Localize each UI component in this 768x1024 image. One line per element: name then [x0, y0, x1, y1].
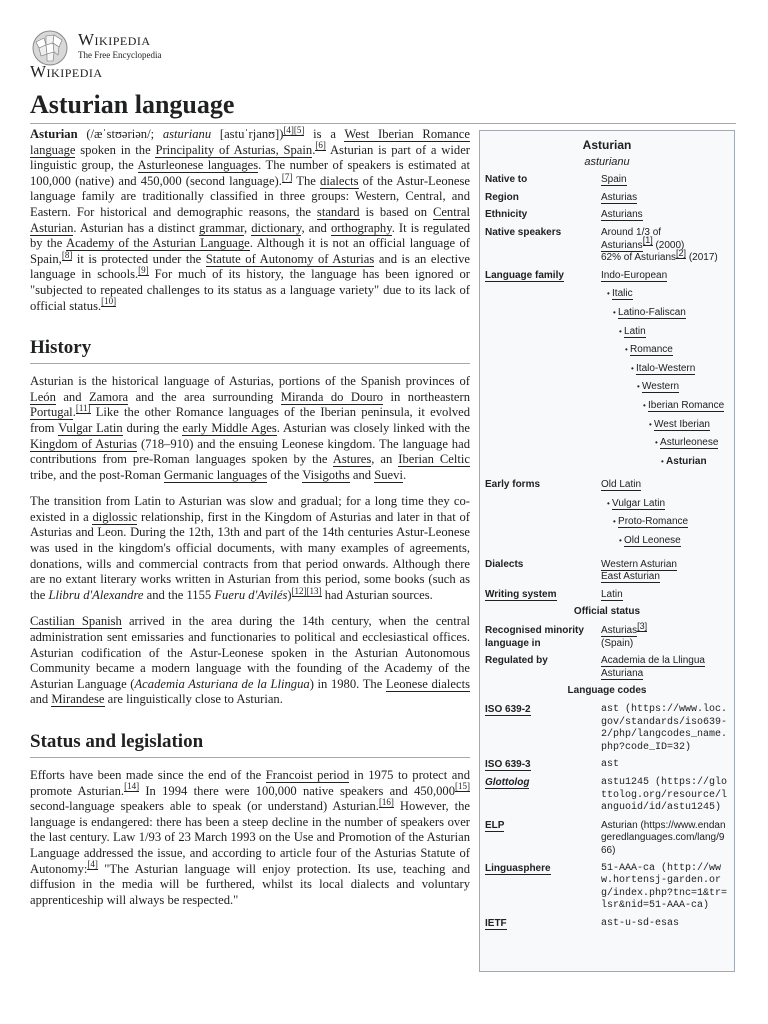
- bullet-icon: •: [619, 536, 625, 546]
- text: and: [55, 389, 89, 404]
- text: (718–910) and the ensuing Leonese kingdom. The language had contributions from pre-Roman languages spoken by the: [30, 436, 470, 467]
- early-forms-item[interactable]: [601, 535, 729, 548]
- link-dictionary[interactable]: dictionary: [251, 220, 302, 235]
- text: in northeastern: [383, 389, 471, 404]
- family-tree-label[interactable]: Italo-Western: [636, 362, 696, 374]
- text: . Asturian has a distinct: [73, 220, 200, 235]
- native-name-italic: asturianu: [162, 127, 212, 141]
- infobox-row-elp: [485, 820, 729, 858]
- linguasphere-code[interactable]: 51-AAA-ca (http://www.hortensj-garden.org/index.php?tnc=1&tr=lsr&nid=51-AAA-ca): [601, 862, 728, 912]
- reference-link[interactable]: [2]: [676, 247, 687, 258]
- early-forms-label[interactable]: Vulgar Latin: [612, 497, 666, 509]
- text: and: [349, 467, 375, 482]
- link-suevi[interactable]: Suevi: [374, 467, 403, 482]
- bullet-icon: •: [649, 419, 655, 429]
- link-writing-system[interactable]: Writing system: [485, 588, 557, 600]
- text: spoken in the: [75, 142, 156, 157]
- reference-link[interactable]: [4]: [87, 859, 98, 870]
- status-paragraph-1: [30, 768, 470, 908]
- text: and the 1155: [143, 587, 215, 602]
- family-tree-label[interactable]: Indo-European: [601, 269, 668, 281]
- reference-link[interactable]: [4][5]: [283, 124, 305, 135]
- infobox-row-iso2: [485, 704, 729, 754]
- link-leon[interactable]: León: [30, 389, 56, 404]
- family-tree-item[interactable]: [601, 400, 729, 413]
- article-body: [30, 124, 471, 919]
- link-germanic-languages[interactable]: Germanic languages: [163, 467, 268, 482]
- early-forms-label[interactable]: Old Leonese: [624, 535, 681, 547]
- text: arrived in the area during the 14th century, when the central administration sent emissaries and functionaries to political and ecclesiastical offices. Asturian codification of the Astur-Leonese spoken in the Asturian Autonomous Community became a modern language with the founding of the Academy of the Asturian Language (: [30, 614, 470, 691]
- link-portugal[interactable]: Portugal: [30, 405, 73, 420]
- text: relationship, first in the Kingdom of Asturias and later in that of Asturias and Leon. During the 12th, 13th and part of the 14th centuries Astur-Leonese was used in the kingdom's official documents, with many examples of agreements, donations, wills and commercial contracts from that period onwards. Although there are no extant literary works written in Asturian from this period, some books (such as the: [30, 509, 470, 602]
- history-paragraph-2: [30, 494, 470, 603]
- text: Efforts have been made since the end of the: [30, 768, 266, 782]
- text: had Asturian sources.: [321, 587, 433, 602]
- family-tree-item[interactable]: [601, 307, 729, 320]
- early-forms-item[interactable]: [601, 479, 729, 492]
- reference-link[interactable]: [1]: [642, 235, 653, 246]
- bullet-icon: •: [637, 382, 643, 392]
- bullet-icon: •: [631, 363, 637, 373]
- early-forms-tree: [601, 479, 729, 553]
- infobox-row-ietf: [485, 918, 729, 931]
- text: second-language speakers able to speak (or understand) Asturian.: [30, 799, 379, 814]
- link-miranda-do-douro[interactable]: Miranda do Douro: [280, 389, 384, 404]
- link-francoist-period[interactable]: Francoist period: [265, 768, 350, 782]
- infobox-row-early-forms: [485, 479, 729, 553]
- page-title: Asturian language: [30, 90, 235, 119]
- link-diglossic[interactable]: diglossic: [92, 509, 138, 524]
- text: Like the other Romance languages of the Iberian peninsula, it evolved from: [30, 405, 470, 435]
- reference-link[interactable]: [3]: [637, 620, 648, 631]
- reference-link[interactable]: [9]: [138, 265, 149, 276]
- family-tree-item[interactable]: [601, 437, 729, 450]
- early-forms-item[interactable]: [601, 516, 729, 529]
- minority-country: (Spain): [601, 637, 634, 649]
- link-linguasphere[interactable]: Linguasphere: [485, 862, 551, 874]
- text: The: [292, 173, 321, 188]
- family-tree-label[interactable]: Western: [642, 381, 680, 393]
- text: . It is regulated by the: [30, 220, 470, 251]
- link-statute[interactable]: Statute of Autonomy of Asturias: [205, 251, 375, 266]
- intro-paragraph: [30, 124, 471, 314]
- link-grammar[interactable]: grammar: [199, 220, 244, 235]
- link-kingdom-of-asturias[interactable]: Kingdom of Asturias: [30, 436, 138, 451]
- link-iso-639-3[interactable]: ISO 639-3: [485, 759, 531, 771]
- lead-term: Asturian: [30, 127, 78, 141]
- infobox-label: Recognised minority language in: [485, 625, 584, 649]
- text: and the area surrounding: [128, 389, 281, 404]
- link-central-asturian[interactable]: Central Asturian: [30, 204, 471, 235]
- infobox-section-language-codes: Language codes: [567, 685, 647, 697]
- infobox-row-glottolog: [485, 777, 729, 815]
- text: However, the language is endangered: there has been a steep decline in the number of speakers over the last century. Law 1/93 of 23 March 1993 on the Use and Promotion of the Asturian Language addressed the issue, and according to article four of the Asturias Statute of Autonomy:: [30, 799, 470, 876]
- family-tree-label[interactable]: Italic: [612, 288, 633, 300]
- family-tree-label[interactable]: Asturleonese: [660, 437, 719, 449]
- infobox-section-official-status: Official status: [573, 606, 641, 618]
- title-divider: [30, 123, 736, 124]
- link-spain[interactable]: Spain: [601, 174, 627, 186]
- reference-link[interactable]: [12][13]: [291, 585, 322, 596]
- infobox-row-speakers: [485, 227, 729, 265]
- text: ) in 1980. The: [309, 676, 386, 691]
- speakers-year: (2000): [652, 239, 685, 251]
- family-tree-item[interactable]: [601, 381, 729, 394]
- reference-link[interactable]: [14]: [124, 781, 140, 792]
- family-tree-label[interactable]: Romance: [630, 344, 673, 356]
- link-asturias-spain[interactable]: Principality of Asturias, Spain: [155, 142, 313, 157]
- speakers-line: Around 1/3 of: [601, 226, 662, 238]
- family-tree-item[interactable]: [601, 326, 729, 339]
- link-east-asturian[interactable]: East Asturian: [601, 571, 660, 583]
- early-forms-label[interactable]: Old Latin: [601, 479, 642, 491]
- infobox-row-native-to: [485, 174, 729, 187]
- family-tree-item[interactable]: [601, 288, 729, 301]
- text: of the Astur-Leonese language family are traditionally classified in three groups: Western, Central, and Eastern. For historical and demographic reasons, the: [30, 173, 470, 219]
- link-academia[interactable]: Academia de la Llingua Asturiana: [601, 655, 705, 679]
- text: In 1994 there were 100,000 native speakers and 450,000: [139, 783, 455, 798]
- family-tree-item[interactable]: [601, 344, 729, 357]
- iso-639-2-code[interactable]: ast (https://www.loc.gov/standards/iso639-2/php/langcodes_name.php?code_ID=32): [601, 704, 728, 753]
- wikipedia-wordmark[interactable]: Wikipedia: [78, 30, 151, 49]
- bullet-icon: •: [607, 289, 613, 299]
- family-tree: [601, 270, 729, 475]
- link-elp[interactable]: ELP: [485, 819, 505, 831]
- infobox-row-linguasphere: [485, 863, 729, 913]
- link-asturleonese[interactable]: Asturleonese languages: [137, 158, 259, 173]
- infobox-label: Native speakers: [485, 226, 562, 238]
- link-dialects[interactable]: dialects: [320, 173, 359, 188]
- link-orthography[interactable]: orthography: [330, 220, 392, 235]
- link-leonese-dialects[interactable]: Leonese dialects: [385, 676, 470, 691]
- early-forms-item[interactable]: [601, 498, 729, 511]
- italic-title: Academia Asturiana de la Llingua: [134, 676, 310, 691]
- infobox-row-regulated: [485, 655, 729, 680]
- ipa-text-2: [astuˈrjanʊ]): [211, 127, 284, 141]
- italic-title: Fueru d'Avilés: [214, 587, 288, 602]
- link-astures[interactable]: Astures: [332, 452, 372, 467]
- text: and is an elective language in schools.: [30, 251, 471, 282]
- speakers-year: (2017): [686, 252, 718, 264]
- infobox-label: Dialects: [485, 558, 524, 570]
- text: Asturian is part of a wider linguistic group, the: [30, 142, 470, 173]
- link-iberian-celtic[interactable]: Iberian Celtic: [398, 452, 470, 467]
- text: "The Asturian language will enjoy protection. Its use, teaching and diffusion in the media will be furthered, whilst its local dialects and voluntary apprenticeship will always be respected.": [30, 861, 470, 907]
- reference-link[interactable]: [6]: [315, 140, 326, 151]
- early-forms-label[interactable]: Proto-Romance: [618, 516, 689, 528]
- text: is a: [304, 127, 345, 141]
- text: it is protected under the: [72, 251, 206, 266]
- bullet-icon: •: [613, 307, 619, 317]
- text: . Asturian was closely linked with the: [276, 420, 470, 435]
- link-asturians[interactable]: Asturians: [601, 209, 643, 221]
- link-asturias-minority[interactable]: Asturias: [601, 625, 638, 637]
- reference-link[interactable]: [11]: [75, 403, 91, 414]
- bullet-icon: •: [661, 456, 667, 466]
- language-infobox: [479, 130, 735, 972]
- text: , and: [301, 220, 331, 235]
- text: and: [30, 692, 52, 707]
- text: of the: [267, 467, 303, 482]
- reference-link[interactable]: [8]: [61, 249, 73, 260]
- family-tree-label[interactable]: Iberian Romance: [648, 399, 725, 411]
- link-standard[interactable]: standard: [316, 204, 360, 219]
- link-zamora[interactable]: Zamora: [88, 389, 129, 404]
- link-language-family[interactable]: Language family: [485, 269, 564, 281]
- infobox-row-writing: [485, 589, 729, 602]
- infobox-row-ethnicity: [485, 209, 729, 222]
- link-vulgar-latin[interactable]: Vulgar Latin: [58, 420, 123, 435]
- family-tree-label[interactable]: Latino-Faliscan: [618, 306, 686, 318]
- section-heading-status: Status and legislation: [30, 730, 470, 758]
- section-heading-history: History: [30, 336, 470, 364]
- family-tree-label[interactable]: Asturian: [666, 455, 707, 467]
- wikipedia-tagline: The Free Encyclopedia: [78, 50, 162, 60]
- text: is based on: [359, 204, 433, 219]
- italic-title: Llibru d'Alexandre: [48, 587, 144, 602]
- speakers-percent: 62% of Asturians: [601, 252, 677, 264]
- link-academy[interactable]: Academy of the Asturian Language: [65, 236, 250, 251]
- bullet-icon: •: [625, 345, 631, 355]
- family-tree-label[interactable]: Latin: [624, 325, 646, 337]
- infobox-row-dialects: [485, 559, 729, 584]
- infobox-row-minority: [485, 620, 729, 650]
- link-ietf[interactable]: IETF: [485, 917, 507, 929]
- ietf-code: ast-u-sd-esas: [601, 917, 680, 929]
- infobox-title: Asturian: [582, 138, 632, 152]
- link-asturias[interactable]: Asturias: [601, 191, 638, 203]
- text: in 1975 to protect and promote Asturian.: [30, 768, 470, 798]
- bullet-icon: •: [607, 498, 613, 508]
- link-glottolog[interactable]: Glottolog: [485, 776, 530, 788]
- link-latin-script[interactable]: Latin: [601, 588, 623, 600]
- infobox-label: Regulated by: [485, 655, 548, 667]
- elp-link[interactable]: Asturian (https://www.endangeredlanguages.com/lang/966): [601, 819, 726, 856]
- infobox-native-name: asturianu: [584, 155, 630, 168]
- bullet-icon: •: [613, 517, 619, 527]
- infobox-row-region: [485, 192, 729, 205]
- link-asturians-speakers[interactable]: Asturians: [601, 239, 643, 251]
- link-castilian-spanish[interactable]: Castilian Spanish: [30, 614, 122, 629]
- text: are linguistically close to Asturian.: [104, 692, 283, 707]
- text: .: [402, 467, 407, 482]
- link-early-middle-ages[interactable]: early Middle Ages: [182, 420, 277, 435]
- text: . Although it is not an official language of Spain,: [30, 236, 470, 266]
- family-tree-item[interactable]: [601, 363, 729, 376]
- link-mirandese[interactable]: Mirandese: [51, 692, 105, 707]
- ipa-text: (/æˈstʊəriən/;: [77, 127, 163, 141]
- infobox-label: Region: [485, 191, 519, 203]
- history-paragraph-3: [30, 614, 470, 708]
- text: For much of its history, the language has been ignored or "subjected to repeated challenges to its status as a language variety" due to its lack of official status.: [30, 267, 470, 313]
- link-iso-639-2[interactable]: ISO 639-2: [485, 704, 531, 715]
- text: .: [72, 405, 76, 420]
- link-visigoths[interactable]: Visigoths: [302, 467, 350, 482]
- family-tree-label[interactable]: West Iberian: [654, 418, 710, 430]
- bullet-icon: •: [619, 326, 625, 336]
- infobox-label: Native to: [485, 174, 528, 186]
- text: Asturian is the historical language of Asturias, portions of the Spanish provinces of: [30, 374, 470, 389]
- infobox-row-family: [485, 270, 729, 475]
- infobox-label: Early forms: [485, 479, 541, 491]
- text: . The number of speakers is estimated at 100,000 (native) and 450,000 (second language).: [30, 158, 471, 188]
- infobox-row-iso3: [485, 759, 729, 772]
- reference-link[interactable]: [10]: [101, 296, 117, 307]
- history-paragraph-1: [30, 374, 470, 483]
- iso-639-3-code[interactable]: ast: [601, 759, 620, 771]
- reference-link[interactable]: [7]: [281, 171, 293, 182]
- reference-link[interactable]: [15]: [455, 781, 470, 792]
- infobox-label: Ethnicity: [485, 209, 528, 221]
- link-west-iberian[interactable]: West Iberian Romance language: [30, 127, 470, 157]
- text: during the: [122, 420, 183, 435]
- text: , an: [371, 452, 399, 467]
- text: .: [312, 142, 316, 157]
- text: The transition from Latin to Asturian was slow and gradual; for a long time they co-existed in a: [30, 494, 470, 524]
- family-tree-item[interactable]: [601, 419, 729, 432]
- bullet-icon: •: [643, 400, 649, 410]
- text: ,: [243, 220, 252, 235]
- family-tree-item[interactable]: [601, 270, 729, 283]
- family-tree-item[interactable]: [601, 456, 729, 469]
- glottolog-code[interactable]: astu1245 (https://glottolog.org/resource/languoid/id/astu1245): [601, 776, 728, 814]
- reference-link[interactable]: [16]: [378, 797, 394, 807]
- bullet-icon: •: [655, 438, 661, 448]
- link-western-asturian[interactable]: Western Asturian: [601, 558, 677, 570]
- text: tribe, and the post-Roman: [30, 467, 164, 482]
- wikipedia-wordmark-secondary[interactable]: Wikipedia: [30, 62, 103, 81]
- text: ): [287, 587, 292, 602]
